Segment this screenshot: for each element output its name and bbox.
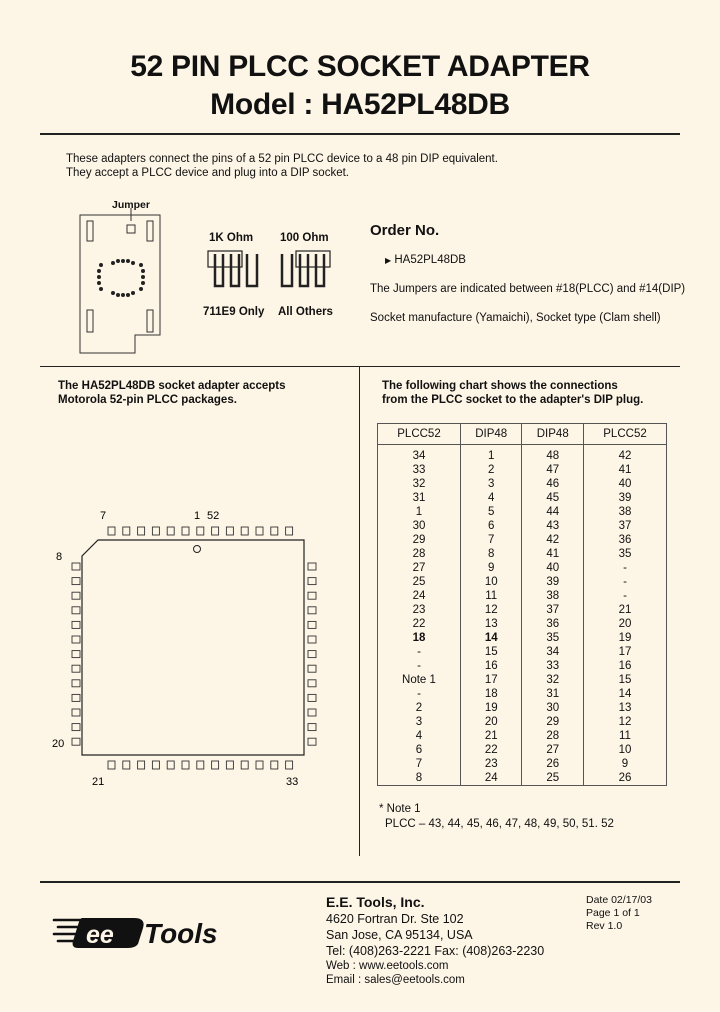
- logo-ee-text: ee: [86, 921, 114, 949]
- plcc-pin: [72, 578, 80, 585]
- table-row: [378, 617, 667, 631]
- table-cell: 48: [522, 449, 584, 463]
- table-cell: 42: [584, 449, 667, 463]
- table-cell: 6: [378, 743, 461, 757]
- email-address: Email : sales@eetools.com: [326, 974, 465, 986]
- table-cell: 9: [460, 561, 522, 575]
- header-plcc52-right: PLCC52: [584, 424, 667, 445]
- table-cell: 14: [460, 631, 522, 645]
- table-cell: -: [584, 589, 667, 603]
- address-line-1: 4620 Fortran Dr. Ste 102: [326, 912, 464, 926]
- table-cell: 31: [522, 687, 584, 701]
- plcc-pin: [72, 694, 80, 701]
- table-cell: 20: [584, 617, 667, 631]
- table-cell: 11: [460, 589, 522, 603]
- plcc-pin: [212, 527, 219, 535]
- jumper-100-label: 100 Ohm: [280, 232, 329, 244]
- jumper-label: Jumper: [112, 199, 150, 211]
- plcc-pin: [123, 527, 130, 535]
- table-cell: 1: [378, 505, 461, 519]
- table-cell: 40: [584, 477, 667, 491]
- table-cell: 41: [522, 547, 584, 561]
- plcc-pin: [308, 607, 316, 614]
- table-cell: -: [378, 645, 461, 659]
- table-cell: 3: [460, 477, 522, 491]
- table-cell: 2: [378, 701, 461, 715]
- plcc-package-drawing: [52, 505, 342, 795]
- table-cell: 30: [378, 519, 461, 533]
- model-title: Model : HA52PL48DB: [210, 88, 510, 121]
- order-part-number: ▶ HA52PL48DB: [385, 254, 466, 266]
- table-cell: 32: [378, 477, 461, 491]
- eetools-logo: [52, 910, 267, 952]
- plcc-pin: [308, 621, 316, 628]
- table-cell: 34: [522, 645, 584, 659]
- plcc-pin: [271, 761, 278, 769]
- plcc-pin: [197, 761, 204, 769]
- plcc-pin: [123, 761, 130, 769]
- plcc-pin: [308, 694, 316, 701]
- table-cell: 22: [378, 617, 461, 631]
- plcc-pin: [308, 709, 316, 716]
- web-address: Web : www.eetools.com: [326, 960, 449, 972]
- plcc-pin: [152, 527, 159, 535]
- plcc-pin: [226, 761, 233, 769]
- connection-table: [377, 423, 667, 786]
- table-cell: 23: [378, 603, 461, 617]
- table-cell: 5: [460, 505, 522, 519]
- company-name: E.E. Tools, Inc.: [326, 894, 425, 910]
- section-divider: [40, 366, 680, 367]
- table-cell: 7: [378, 757, 461, 771]
- plcc-pin: [256, 527, 263, 535]
- table-cell: 27: [522, 743, 584, 757]
- table-row: [378, 715, 667, 729]
- plcc-pin: [271, 527, 278, 535]
- table-cell: 38: [584, 505, 667, 519]
- table-cell: 3: [378, 715, 461, 729]
- doc-rev: Rev 1.0: [586, 920, 623, 932]
- plcc-pin: [72, 724, 80, 731]
- plcc-pin: [286, 761, 293, 769]
- plcc-pin: [72, 738, 80, 745]
- pin-label-52: 52: [207, 510, 220, 522]
- plcc-pin: [108, 761, 115, 769]
- table-cell: 4: [460, 491, 522, 505]
- right-desc-line-1: The following chart shows the connections: [382, 380, 618, 392]
- table-row: [378, 589, 667, 603]
- table-row: [378, 477, 667, 491]
- table-cell: 40: [522, 561, 584, 575]
- table-row: [378, 687, 667, 701]
- plcc-pin: [72, 592, 80, 599]
- left-desc-line-1: The HA52PL48DB socket adapter accepts: [58, 380, 286, 392]
- header-dip48-left: DIP48: [460, 424, 522, 445]
- table-row: [378, 463, 667, 477]
- table-cell: 43: [522, 519, 584, 533]
- plcc-pin: [182, 527, 189, 535]
- plcc-pin: [72, 563, 80, 570]
- table-cell: 18: [460, 687, 522, 701]
- address-line-2: San Jose, CA 95134, USA: [326, 928, 473, 942]
- left-desc-line-2: Motorola 52-pin PLCC packages.: [58, 394, 237, 406]
- table-cell: -: [378, 687, 461, 701]
- table-cell: 44: [522, 505, 584, 519]
- table-cell: 8: [378, 771, 461, 786]
- table-cell: 45: [522, 491, 584, 505]
- table-cell: 27: [378, 561, 461, 575]
- jumper-1k-note: 711E9 Only: [203, 306, 265, 318]
- table-cell: 28: [378, 547, 461, 561]
- table-cell: 36: [522, 617, 584, 631]
- table-cell: 29: [522, 715, 584, 729]
- header-dip48-right: DIP48: [522, 424, 584, 445]
- triangle-bullet-icon: ▶: [385, 256, 392, 265]
- table-cell: 37: [584, 519, 667, 533]
- table-row: [378, 449, 667, 463]
- table-cell: 33: [522, 659, 584, 673]
- table-cell: 19: [460, 701, 522, 715]
- table-cell: 20: [460, 715, 522, 729]
- note-label: * Note 1: [379, 803, 421, 815]
- table-cell: 25: [522, 771, 584, 786]
- pin-label-20: 20: [52, 738, 65, 750]
- table-cell: 19: [584, 631, 667, 645]
- table-row: [378, 673, 667, 687]
- table-row: [378, 575, 667, 589]
- table-cell: -: [584, 575, 667, 589]
- jumper-100-note: All Others: [278, 306, 333, 318]
- plcc-pin: [241, 527, 248, 535]
- intro-line-2: They accept a PLCC device and plug into a DIP socket.: [66, 167, 349, 179]
- table-cell: 4: [378, 729, 461, 743]
- table-cell: 2: [460, 463, 522, 477]
- table-cell: 23: [460, 757, 522, 771]
- plcc-pin: [167, 761, 174, 769]
- plcc-pin: [212, 761, 219, 769]
- intro-line-1: These adapters connect the pins of a 52 pin PLCC device to a 48 pin DIP equivalent.: [66, 153, 498, 165]
- plcc-pin: [72, 621, 80, 628]
- plcc-pin: [167, 527, 174, 535]
- plcc-pin: [308, 592, 316, 599]
- plcc-pin: [308, 578, 316, 585]
- table-cell: 26: [584, 771, 667, 786]
- pin-label-8: 8: [56, 551, 63, 563]
- table-row: [378, 659, 667, 673]
- table-row: [378, 701, 667, 715]
- plcc-pin: [308, 680, 316, 687]
- table-cell: 29: [378, 533, 461, 547]
- doc-date: Date 02/17/03: [586, 894, 652, 906]
- plcc-pin: [286, 527, 293, 535]
- plcc-pin: [308, 651, 316, 658]
- plcc-pin: [72, 680, 80, 687]
- plcc-pin: [138, 761, 145, 769]
- table-cell: 26: [522, 757, 584, 771]
- footer-divider: [40, 881, 680, 883]
- plcc-pin: [308, 738, 316, 745]
- plcc-pin: [308, 665, 316, 672]
- plcc-pin: [308, 724, 316, 731]
- table-cell: 1: [460, 449, 522, 463]
- table-cell: 31: [378, 491, 461, 505]
- table-cell: 22: [460, 743, 522, 757]
- table-cell: 13: [460, 617, 522, 631]
- pin-label-21: 21: [92, 776, 105, 788]
- table-cell: 12: [584, 715, 667, 729]
- table-cell: 21: [584, 603, 667, 617]
- table-cell: 35: [584, 547, 667, 561]
- table-row: [378, 631, 667, 645]
- table-cell: 21: [460, 729, 522, 743]
- table-row: [378, 519, 667, 533]
- table-cell: 17: [584, 645, 667, 659]
- table-cell: 11: [584, 729, 667, 743]
- plcc-pin: [72, 665, 80, 672]
- jumper-100-drawing: [278, 246, 338, 294]
- order-socket-note: Socket manufacture (Yamaichi), Socket type (Clam shell): [370, 312, 661, 324]
- plcc-pin: [108, 527, 115, 535]
- table-row: [378, 771, 667, 786]
- table-cell: 17: [460, 673, 522, 687]
- table-cell: 24: [460, 771, 522, 786]
- plcc-pin: [182, 761, 189, 769]
- table-cell: 18: [378, 631, 461, 645]
- table-cell: 15: [584, 673, 667, 687]
- page-title: 52 PIN PLCC SOCKET ADAPTER: [130, 50, 590, 83]
- table-cell: 36: [584, 533, 667, 547]
- order-jumper-note: The Jumpers are indicated between #18(PLCC) and #14(DIP): [370, 283, 686, 295]
- plcc-pin: [72, 607, 80, 614]
- table-row: [378, 645, 667, 659]
- table-cell: 15: [460, 645, 522, 659]
- table-row: [378, 757, 667, 771]
- pin-label-1: 1: [194, 510, 201, 522]
- vertical-divider: [359, 366, 360, 856]
- note-text: PLCC – 43, 44, 45, 46, 47, 48, 49, 50, 51. 52: [385, 818, 614, 830]
- table-cell: 39: [584, 491, 667, 505]
- table-cell: 32: [522, 673, 584, 687]
- plcc-pin: [226, 527, 233, 535]
- logo-tools-text: Tools: [144, 918, 218, 949]
- header-plcc52-left: PLCC52: [378, 424, 461, 445]
- right-desc-line-2: from the PLCC socket to the adapter's DIP plug.: [382, 394, 644, 406]
- table-cell: 46: [522, 477, 584, 491]
- table-cell: 10: [460, 575, 522, 589]
- table-row: [378, 743, 667, 757]
- table-cell: 9: [584, 757, 667, 771]
- plcc-pin: [72, 709, 80, 716]
- table-row: [378, 491, 667, 505]
- table-cell: 13: [584, 701, 667, 715]
- table-cell: 38: [522, 589, 584, 603]
- jumper-1k-label: 1K Ohm: [209, 232, 254, 244]
- table-cell: Note 1: [378, 673, 461, 687]
- table-cell: 24: [378, 589, 461, 603]
- table-cell: 10: [584, 743, 667, 757]
- table-row: [378, 505, 667, 519]
- plcc-pin: [197, 527, 204, 535]
- table-cell: 16: [460, 659, 522, 673]
- table-cell: 6: [460, 519, 522, 533]
- table-cell: 35: [522, 631, 584, 645]
- table-row: [378, 603, 667, 617]
- table-row: [378, 729, 667, 743]
- table-cell: 16: [584, 659, 667, 673]
- table-cell: 37: [522, 603, 584, 617]
- plcc-pin: [241, 761, 248, 769]
- doc-page: Page 1 of 1: [586, 907, 640, 919]
- plcc-pin: [308, 563, 316, 570]
- table-cell: -: [378, 659, 461, 673]
- table-cell: 42: [522, 533, 584, 547]
- jumper-1k-drawing: [205, 246, 265, 294]
- table-cell: 41: [584, 463, 667, 477]
- order-heading: Order No.: [370, 222, 440, 239]
- plcc-pin: [152, 761, 159, 769]
- table-cell: 12: [460, 603, 522, 617]
- table-cell: 47: [522, 463, 584, 477]
- table-row: [378, 547, 667, 561]
- table-cell: 39: [522, 575, 584, 589]
- table-row: [378, 561, 667, 575]
- title-divider: [40, 133, 680, 135]
- plcc-pin: [256, 761, 263, 769]
- connection-table-header: [378, 424, 667, 445]
- table-row: [378, 533, 667, 547]
- table-cell: 14: [584, 687, 667, 701]
- pin-label-33: 33: [286, 776, 299, 788]
- pin-label-7: 7: [100, 510, 107, 522]
- phone-fax: Tel: (408)263-2221 Fax: (408)263-2230: [326, 944, 545, 958]
- plcc-pin: [308, 636, 316, 643]
- table-cell: 33: [378, 463, 461, 477]
- table-cell: -: [584, 561, 667, 575]
- adapter-board-drawing: [75, 195, 170, 355]
- plcc-pin: [72, 651, 80, 658]
- table-cell: 8: [460, 547, 522, 561]
- plcc-pin: [72, 636, 80, 643]
- table-cell: 7: [460, 533, 522, 547]
- table-cell: 25: [378, 575, 461, 589]
- table-cell: 34: [378, 449, 461, 463]
- table-cell: 28: [522, 729, 584, 743]
- plcc-pin: [138, 527, 145, 535]
- table-cell: 30: [522, 701, 584, 715]
